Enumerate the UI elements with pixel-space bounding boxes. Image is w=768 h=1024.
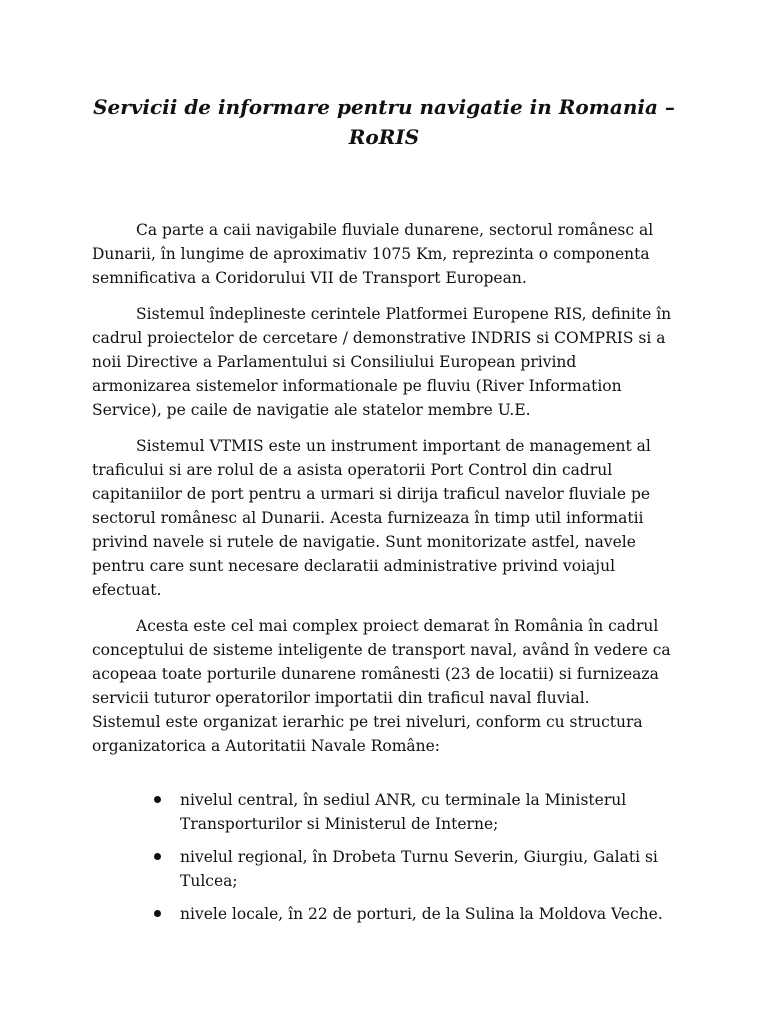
bullet-icon [154, 910, 161, 917]
list-item-text: nivelul central, în sediul ANR, cu terminale la Ministerul Transporturilor si Ministerul de Interne; [180, 791, 627, 833]
bullet-icon [154, 796, 161, 803]
list-item-text: nivele locale, în 22 de porturi, de la Sulina la Moldova Veche. [180, 905, 663, 923]
list-item [152, 902, 676, 926]
paragraph-ris-platform: Sistemul îndeplineste cerintele Platformei Europene RIS, definite în cadrul proiectelor de cercetare / demonstrative INDRIS si COMPRIS si a noii Directive a Parlamentului si Consiliului European privind armonizarea sistemelor informationale pe fluviu (River Information Service), pe caile de navigatie ale statelor membre U.E. [92, 305, 672, 419]
paragraph-structure-intro: Sistemul este organizat ierarhic pe trei niveluri, conform cu structura organizatorica a Autoritatii Navale Române: [92, 713, 643, 755]
bullet-icon [154, 853, 161, 860]
list-item [152, 788, 676, 836]
list-item [152, 845, 676, 893]
levels-list [92, 788, 676, 926]
list-item-text: nivelul regional, în Drobeta Turnu Severin, Giurgiu, Galati si Tulcea; [180, 848, 658, 890]
paragraph-intro: Ca parte a caii navigabile fluviale dunarene, sectorul românesc al Dunarii, în lungime de aproximativ 1075 Km, reprezinta o componenta semnificativa a Coridorului VII de Transport European. [92, 221, 654, 287]
document-title: Servicii de informare pentru navigatie in Romania – RoRIS [93, 95, 675, 149]
paragraph-vtmis: Sistemul VTMIS este un instrument important de management al traficului si are rolul de a asista operatorii Port Control din cadrul capitaniilor de port pentru a urmari si dirija traficul navelor fluviale pe sectorul românesc al Dunarii. Acesta furnizeaza în timp util informatii privind navele si rutele de navigatie. Sunt monitorizate astfel, navele pentru care sunt necesare declaratii administrative privind voiajul efectuat. [92, 437, 651, 599]
paragraph-project: Acesta este cel mai complex proiect demarat în România în cadrul conceptului de sisteme inteligente de transport naval, având în vedere ca acopeaa toate porturile dunarene românesti (23 de locatii) si furnizeaza servicii tuturor operatorilor importatii din traficul naval fluvial. [92, 617, 671, 707]
